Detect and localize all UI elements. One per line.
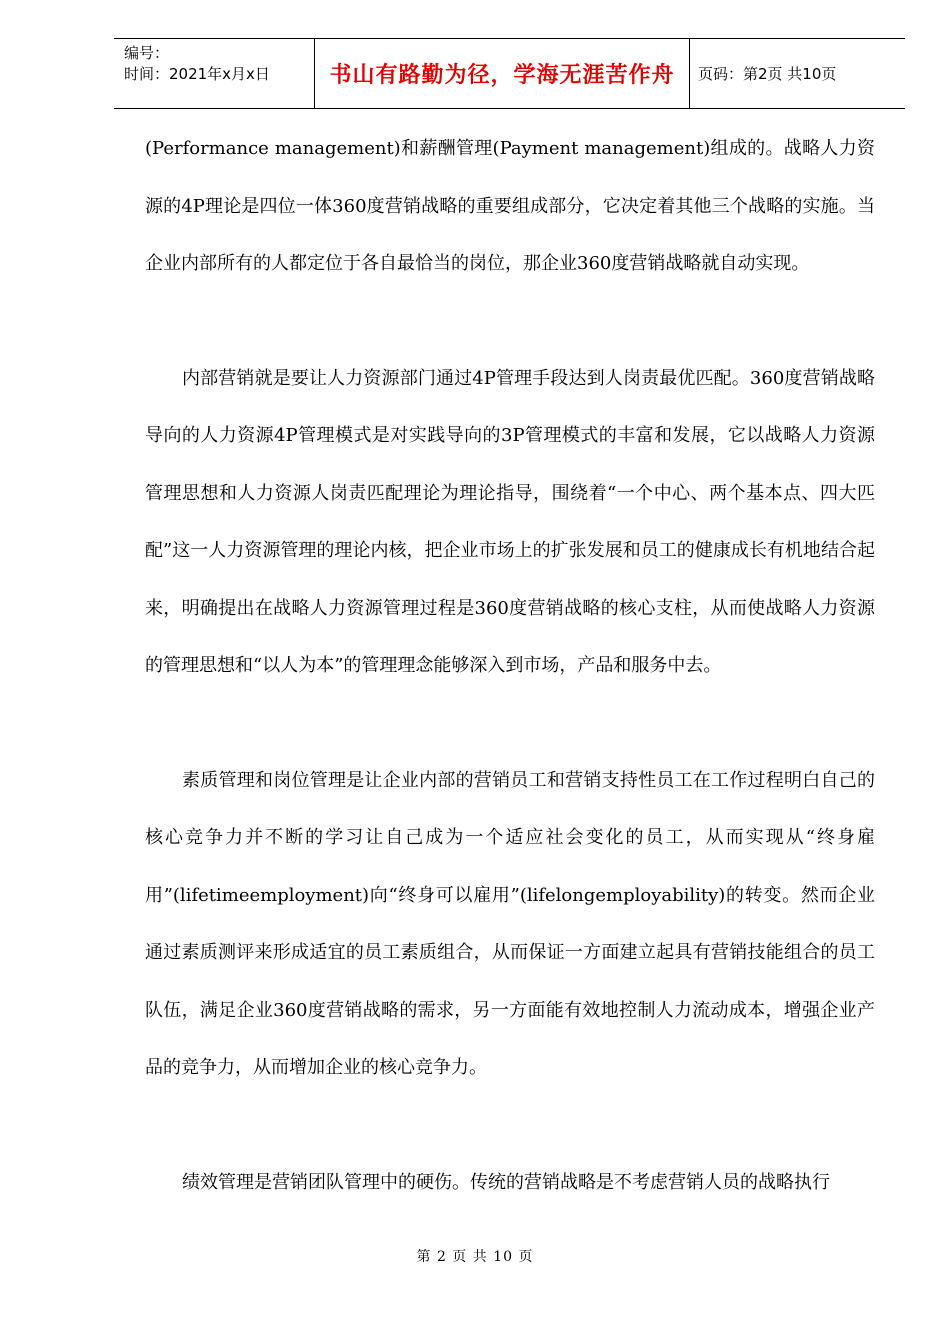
header-meta — [114, 39, 315, 108]
page-info: 页码：第2页 共10页 — [698, 65, 837, 83]
header-table — [114, 38, 905, 109]
time-label: 时间：2021年x月x日 — [124, 65, 270, 83]
paragraph-1: (Performance management)和薪酬管理(Payment management)组成的。战略人力资源的4P理论是四位一体360度营销战略的重要组成部分，它决定着其他三个战略的实施。当企业内部所有的人都定位于各自最恰当的岗位，那企业360度营销战略就自动实现。 — [145, 138, 875, 274]
header-page-cell — [690, 39, 905, 108]
number-label: 编号： — [124, 44, 170, 62]
document-body — [145, 120, 875, 1211]
paragraph-3: 素质管理和岗位管理是让企业内部的营销员工和营销支持性员工在工作过程明白自己的核心竞争力并不断的学习让自己成为一个适应社会变化的员工，从而实现从“终身雇用”(lifetimeemployment)向“终身可以雇用”(lifelongemployability)的转变。然而企业通过素质测评来形成适宜的员工素质组合，从而保证一方面建立起具有营销技能组合的员工队伍，满足企业360度营销战略的需求，另一方面能有效地控制人力流动成本，增强企业产品的竞争力，从而增加企业的核心竞争力。 — [145, 769, 875, 1078]
paragraph-4: 绩效管理是营销团队管理中的硬伤。传统的营销战略是不考虑营销人员的战略执行 — [182, 1171, 830, 1193]
page-footer: 第 2 页 共 10 页 — [416, 1249, 534, 1265]
paragraph-2: 内部营销就是要让人力资源部门通过4P管理手段达到人岗责最优匹配。360度营销战略导向的人力资源4P管理模式是对实践导向的3P管理模式的丰富和发展，它以战略人力资源管理思想和人力资源人岗责匹配理论为理论指导，围绕着“一个中心、两个基本点、四大匹配”这一人力资源管理的理论内核，把企业市场上的扩张发展和员工的健康成长有机地结合起来，明确提出在战略人力资源管理过程是360度营销战略的核心支柱，从而使战略人力资源的管理思想和“以人为本”的管理理念能够深入到市场，产品和服务中去。 — [145, 367, 875, 676]
header-motto-cell — [315, 39, 690, 108]
motto: 书山有路勤为径，学海无涯苦作舟 — [329, 63, 675, 88]
